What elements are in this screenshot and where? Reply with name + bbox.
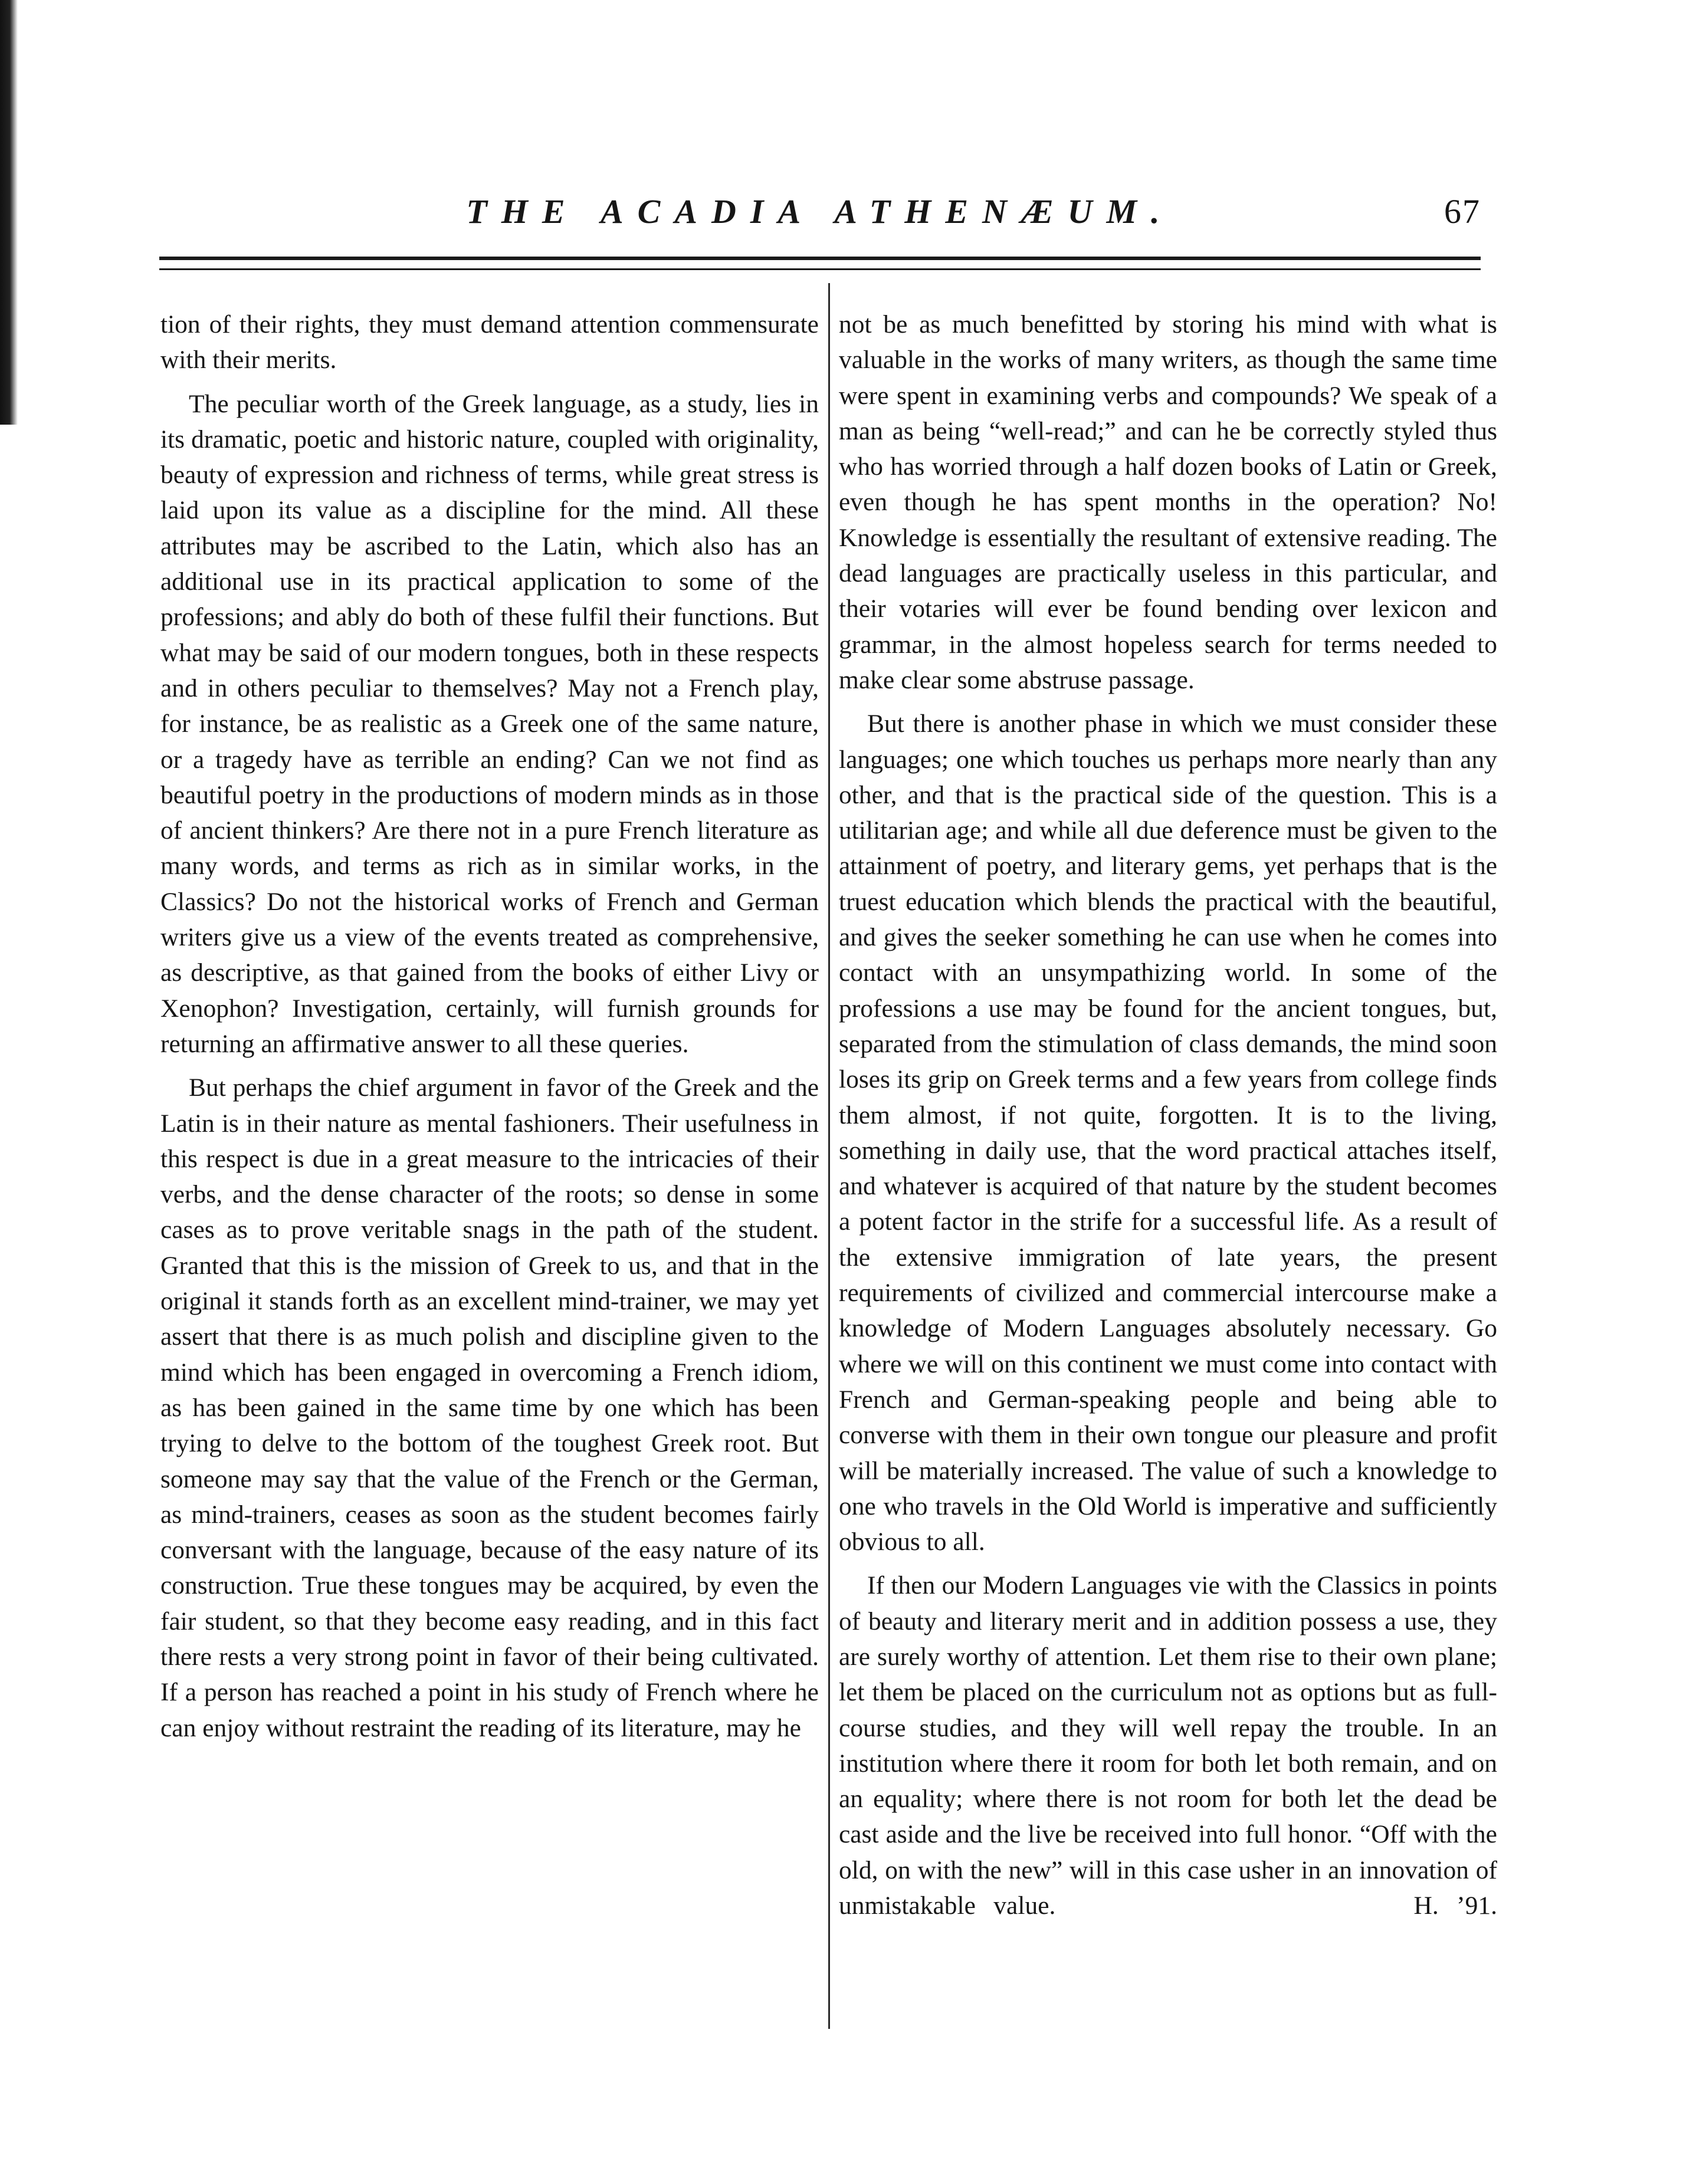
header-rule-thick	[159, 257, 1481, 260]
right-paragraph-2: But there is another phase in which we must consider these languages; one which touches us perhaps more nearly than any other, and that is the practical side of the question. This is a utilitarian age; and while all due deference must be given to the attainment of poetry, and literary gems, yet perhaps that is the truest education which blends the practical with the beautiful, and gives the seeker something he can use when he comes into contact with an unsympathizing world. In some of the professions a use may be found for the ancient tongues, but, separated from the stimulation of class demands, the mind soon loses its grip on Greek terms and a few years from college finds them almost, if not quite, forgotten. It is to the living, something in daily use, that the word practical attaches itself, and whatever is acquired of that nature by the student becomes a potent factor in the strife for a successful life. As a result of the extensive immigration of late years, the present requirements of civilized and commercial intercourse make a knowledge of Modern Languages absolutely necessary. Go where we will on this continent we must come into contact with French and German-speaking people and being able to converse with them in their own tongue our pleasure and profit will be materially increased. The value of such a knowledge to one who travels in the Old World is imperative and sufficiently obvious to all.	[839, 710, 1497, 1556]
column-divider	[828, 283, 830, 2029]
left-column	[160, 307, 819, 1746]
left-paragraph-1: tion of their rights, they must demand attention commensurate with their merits.	[160, 310, 819, 375]
author-signature: H. ’91.	[1413, 1891, 1497, 1920]
right-paragraph-3-text: If then our Modern Languages vie with the Classics in points of beauty and literary merit and in addition possess a use, they are surely worthy of attention. Let them rise to their own plane; let them be placed on the curriculum not as options but as full-course studies, and they will well repay the trouble. In an institution where there it room for both let both remain, and on an equality; where there is not room for both let the dead be cast aside and the live be received into full honor. “Off with the old, on with the new” will in this case usher in an innovation of unmistakable value.	[839, 1571, 1497, 1920]
binding-edge	[0, 0, 18, 425]
right-paragraph-3	[839, 1568, 1497, 1923]
page-header	[159, 192, 1481, 239]
left-paragraph-3: But perhaps the chief argument in favor of the Greek and the Latin is in their nature as mental fashioners. Their usefulness in this respect is due in a great measure to the intricacies of their verbs, and the dense character of the roots; so dense in some cases as to prove veritable snags in the path of the student. Granted that this is the mission of Greek to us, and that in the original it stands forth as an excellent mind-trainer, we may yet assert that there is as much polish and discipline given to the mind which has been engaged in overcoming a French idiom, as has been gained in the same time by one which has been trying to delve to the bottom of the toughest Greek root. But someone may say that the value of the French or the German, as mind-trainers, ceases as soon as the student becomes fairly conversant with the language, because of the easy nature of its construction. True these tongues may be acquired, by even the fair student, so that they become easy reading, and in this fact there rests a very strong point in favor of their being cultivated. If a person has reached a point in his study of French where he can enjoy without restraint the reading of its literature, may he	[160, 1073, 819, 1742]
header-rule-thin	[159, 268, 1481, 270]
right-paragraph-1: not be as much benefitted by storing his mind with what is valuable in the works of many writers, as though the same time were spent in examining verbs and compounds? We speak of a man as being “well-read;” and can he be correctly styled thus who has worried through a half dozen books of Latin or Greek, even though he has spent months in the operation? No! Knowledge is essentially the resultant of extensive reading. The dead languages are practically useless in this particular, and their votaries will ever be found bending over lexicon and grammar, in the almost hopeless search for terms needed to make clear some abstruse passage.	[839, 310, 1497, 694]
page-number: 67	[1444, 192, 1481, 231]
left-paragraph-2: The peculiar worth of the Greek language, as a study, lies in its dramatic, poetic and historic nature, coupled with originality, beauty of expression and richness of terms, while great stress is laid upon its value as a discipline for the mind. All these attributes may be ascribed to the Latin, which also has an additional use in its practical application to some of the professions; and ably do both of these fulfil their functions. But what may be said of our modern tongues, both in these respects and in others peculiar to themselves? May not a French play, for instance, be as realistic as a Greek one of the same nature, or a tragedy have as terrible an ending? Can we not find as beautiful poetry in the productions of modern minds as in those of ancient thinkers? Are there not in a pure French literature as many words, and terms as rich as in similar works, in the Classics? Do not the historical works of French and German writers give us a view of the events treated as comprehensive, as descriptive, as that gained from the books of either Livy or Xenophon? Investigation, certainly, will furnish grounds for returning an affirmative answer to all these queries.	[160, 389, 819, 1058]
right-column	[839, 307, 1497, 1923]
running-title: THE ACADIA ATHENÆUM.	[466, 192, 1174, 231]
